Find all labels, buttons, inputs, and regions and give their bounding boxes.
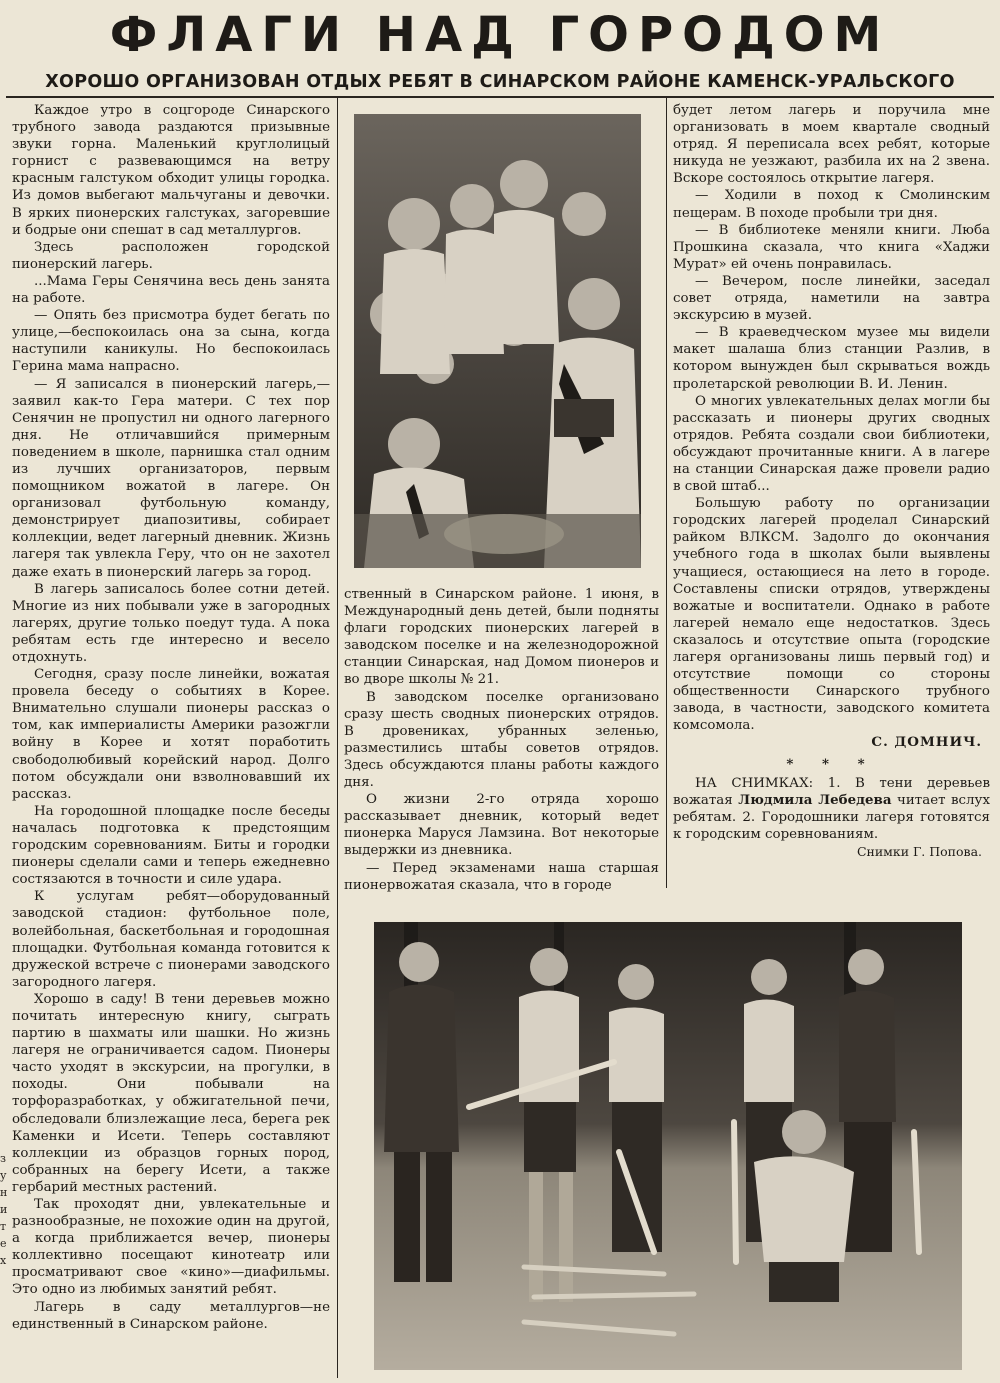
margin-letter: и: [0, 1203, 8, 1216]
margin-letter: н: [0, 1186, 8, 1199]
gorodki-players-photo: [374, 922, 962, 1370]
paragraph: Так проходят дни, увлекательные и разнообразные, не похожие один на другой, а когда приближается вечер, пионеры коллективно посещают кинотеатр или просматривают свое «кино»—диафильмы. Это одно из любимых занятий ребят.: [12, 1197, 330, 1298]
paragraph: — Опять без присмотра будет бегать по улице,—беспокоилась она за сына, когда наступили каникулы. Но беспокоилась Герина мама напрасно.: [12, 308, 330, 375]
margin-letter: т: [0, 1220, 7, 1233]
headline: ФЛАГИ НАД ГОРОДОМ: [109, 7, 891, 63]
paragraph: — В краеведческом музее мы видели макет шалаша близ станции Разлив, в котором вынужден был скрываться вождь пролетарской революции В. И. Ленин.: [673, 325, 990, 392]
paragraph: Хорошо в саду! В тени деревьев можно почитать интересную книгу, сыграть партию в шахматы или шашки. Но жизнь лагеря не ограничивается садом. Пионеры часто уходят в экскурсии, на прогулки, в походы. Они побывали на торфоразработках, у обжигательной печи, обследовали близлежащие леса, берега рек Каменки и Исети. Теперь составляют коллекции из образцов горных пород, собранных на берегу Исети, а также гербарий местных растений.: [12, 991, 330, 1195]
paragraph: ...Мама Геры Сенячина весь день занята на работе.: [12, 273, 330, 307]
paragraph: Сегодня, сразу после линейки, вожатая провела беседу о событиях в Корее. Внимательно слушали пионеры рассказ о том, как империалисты Америки разожгли войну в Корее и хотят поработить свободолюбивый корейский народ. Долго потом обсуждали они взволновавший их рассказ.: [12, 667, 330, 802]
paragraph: — В библиотеке меняли книги. Люба Прошкина сказала, что книга «Хаджи Мурат» ей очень понравилась.: [673, 222, 990, 272]
paragraph: — Вечером, после линейки, заседал совет отряда, наметили на завтра экскурсию в музей.: [673, 273, 990, 324]
top-rule: [6, 96, 994, 98]
separator-stars: * * *: [786, 755, 877, 772]
paragraph: Здесь расположен городской пионерский лагерь.: [12, 239, 330, 272]
article-column-3: [673, 102, 990, 902]
margin-letter: х: [0, 1254, 7, 1267]
reading-group-photo: [354, 114, 641, 568]
paragraph: В заводском поселке организовано сразу шесть сводных пионерских отрядов. В дровениках, убранных зеленью, разместились штабы советов отрядов. Здесь обсуждаются планы работы каждого дня.: [344, 689, 659, 791]
subheadline: ХОРОШО ОРГАНИЗОВАН ОТДЫХ РЕБЯТ В СИНАРСКОМ РАЙОНЕ КАМЕНСК-УРАЛЬСКОГО: [45, 72, 955, 92]
photo-credit: Снимки Г. Попова.: [856, 844, 982, 860]
margin-letter: е: [0, 1237, 7, 1250]
paragraph: будет летом лагерь и поручила мне организовать в моем квартале сводный отряд. Я переписала всех ребят, которые никуда не уезжают, разбила их на 2 звена. Вскоре состоялось открытие лагеря.: [673, 103, 990, 187]
article-column-1: [12, 102, 330, 1380]
caption-name: Людмила Лебедева: [738, 791, 892, 808]
paragraph: В лагерь записалось более сотни детей. Многие из них побывали уже в загородных лагерях, другие только поедут туда. А пока ребятам есть где интересно и весело отдохнуть.: [12, 581, 330, 665]
margin-letters: [0, 1150, 10, 1269]
margin-letter: у: [0, 1169, 7, 1182]
photo-gorodki-illustration: [374, 922, 962, 1370]
paragraph: О жизни 2-го отряда хорошо рассказывает дневник, который ведет пионерка Маруся Ламзина. Вот некоторые выдержки из дневника.: [344, 792, 659, 859]
article-column-2: [344, 586, 659, 902]
paragraph: На городошной площадке после беседы началась подготовка к предстоящим городским соревнованиям. Биты и городки пионеры сделали сами и теперь ежедневно состязаются в точности и силе удара.: [12, 803, 330, 888]
paragraph: — Перед экзаменами наша старшая пионервожатая сказала, что в городе: [344, 860, 659, 893]
column-divider-1: [337, 98, 338, 1378]
paragraph: Лагерь в саду металлургов—не единственный в Синарском районе.: [12, 1299, 330, 1332]
paragraph: ственный в Синарском районе. 1 июня, в Международный день детей, были подняты флаги городских пионерских лагерей в заводском поселке и на железнодорожной станции Синарская, над Домом пионеров и во дворе школы № 21.: [344, 587, 659, 688]
paragraph: — Я записался в пионерский лагерь,—заявил как-то Гера матери. С тех пор Сенячин не пропустил ни одного лагерного дня. Не отличавшийся примерным поведением в школе, парнишка стал одним из лучших организаторов, первым помощником вожатой в лагере. Он организовал футбольную команду, демонстрирует диапозитивы, собирает коллекции, ведет лагерный дневник. Жизнь лагеря так увлекла Геру, что он не захотел даже ехать в пионерский лагерь за город.: [12, 376, 330, 580]
author-signature: С. ДОМНИЧ.: [871, 734, 982, 751]
paragraph: Каждое утро в соцгороде Синарского трубного завода раздаются призывные звуки горна. Маленький круглолицый горнист с развевающимся на ветру красным галстуком обходит улицы городка. Из домов выбегают мальчуганы и девочки. В ярких пионерских галстуках, загоревшие и бодрые они спешат в сад металлургов.: [12, 103, 330, 238]
caption-rest: читает вслух ребятам. 2. Городошники лагеря готовятся к городским соревнованиям.: [673, 792, 990, 842]
column-divider-2: [666, 98, 667, 888]
photo-reading-illustration: [354, 114, 641, 568]
photo-caption: [673, 775, 990, 843]
paragraph: К услугам ребят—оборудованный заводской стадион: футбольное поле, волейбольная, баскетбольная и городошная площадки. Футбольная команда готовится к дружеской встрече с пионерами заводского загородного лагеря.: [12, 889, 330, 990]
paragraph: Большую работу по организации городских лагерей проделал Синарский райком ВЛКСМ. Задолго до окончания учебного года в школах были выявлены учащиеся, остающиеся на лето в городе. Составлены списки отрядов, утверждены вожатые и воспитатели. Однако в работе лагерей немало еще недостатков. Здесь сказалось и отсутствие опыта (городские лагеря организованы лишь первый год) и отсутствие помощи со стороны общественности Синарского трубного завода, в частности, заводского комитета комсомола.: [673, 496, 990, 734]
caption-lead: НА СНИМКАХ: 1. В тени деревьев вожатая: [673, 775, 990, 808]
paragraph: О многих увлекательных делах могли бы рассказать и пионеры других сводных отрядов. Ребята создали свои библиотеки, обсуждают прочитанные книги. А в лагере на станции Синарская даже провели радио в свой штаб...: [673, 393, 990, 495]
paragraph: — Ходили в поход к Смолинским пещерам. В походе пробыли три дня.: [673, 188, 990, 221]
margin-letter: з: [0, 1152, 6, 1165]
